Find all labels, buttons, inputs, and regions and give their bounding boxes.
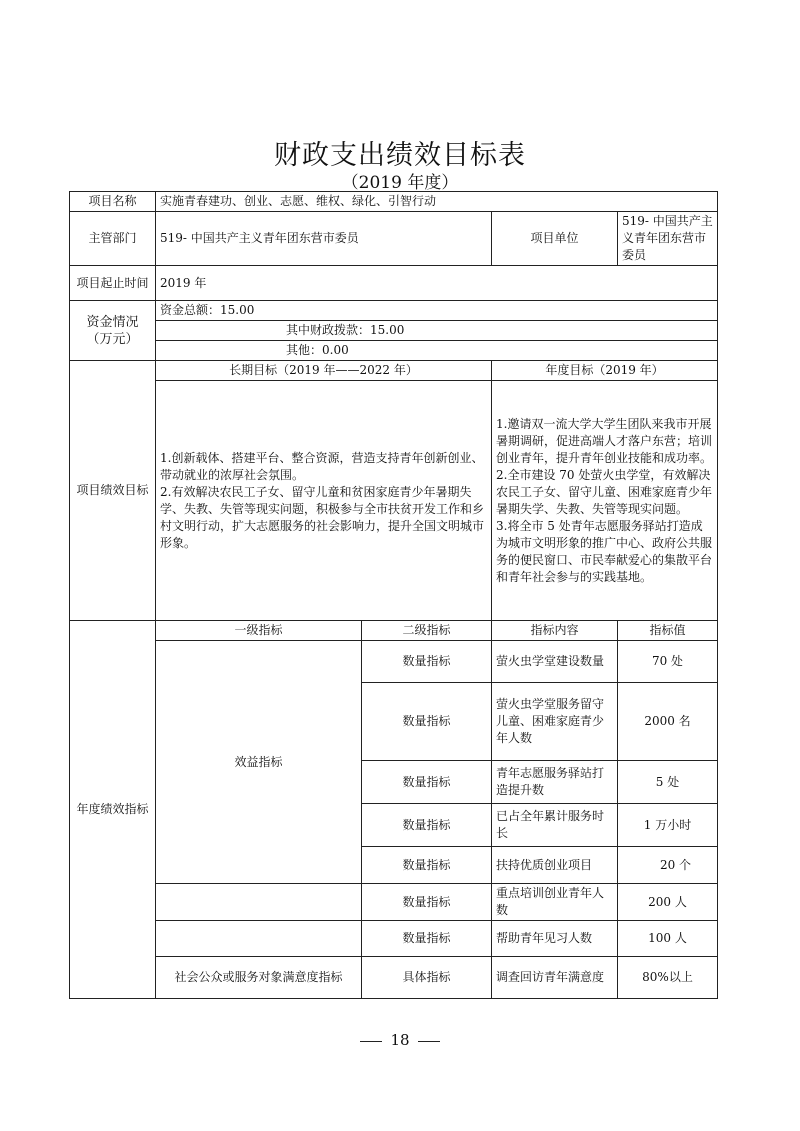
funds-total: 资金总额：15.00 xyxy=(156,301,718,321)
row-value: 70 处 xyxy=(618,641,718,683)
unit-value xyxy=(618,212,718,266)
row-content: 萤火虫学堂服务留守儿童、困难家庭青少年人数 xyxy=(492,683,618,761)
indicators-label: 年度绩效指标 xyxy=(70,621,156,999)
row-content: 调查回访青年满意度 xyxy=(492,957,618,999)
row-value: 80%以上 xyxy=(618,957,718,999)
level1-empty xyxy=(156,921,362,957)
row-level2: 数量指标 xyxy=(362,683,492,761)
row-value: 100 人 xyxy=(618,921,718,957)
level1-empty xyxy=(156,884,362,921)
goals-label: 项目绩效目标 xyxy=(70,361,156,621)
annual-goal-text: 1.邀请双一流大学大学生团队来我市开展暑期调研，促进高端人才落户东营；培训创业青年，提升青年创业技能和成功率。 2.全市建设 70 处萤火虫学堂，有效解决农民工子女、留守儿童、困难家庭青少年暑期失学、失教、失管等现实问题。 3.将全市 5 处青年志愿服务驿站打造成为城市文明形象的推广中心、政府公共服务的便民窗口、市民奉献爱心的集散平台和青年社会参与的实践基地。 xyxy=(492,381,718,621)
row-content: 青年志愿服务驿站打造提升数 xyxy=(492,761,618,804)
row-value: 20 个 xyxy=(618,847,718,884)
period-label: 项目起止时间 xyxy=(70,266,156,301)
row-value: 5 处 xyxy=(618,761,718,804)
row-content: 重点培训创业青年人数 xyxy=(492,884,618,921)
performance-target-table xyxy=(69,191,718,999)
annual-header: 年度目标（2019 年） xyxy=(492,361,718,381)
long-term-header: 长期目标（2019 年——2022 年） xyxy=(156,361,492,381)
period-value: 2019 年 xyxy=(156,266,718,301)
header-level2: 二级指标 xyxy=(362,621,492,641)
row-content: 萤火虫学堂建设数量 xyxy=(492,641,618,683)
row-value: 2000 名 xyxy=(618,683,718,761)
page-subtitle: （2019 年度） xyxy=(341,173,459,193)
unit-label: 项目单位 xyxy=(492,212,618,266)
level1-satisfaction: 社会公众或服务对象满意度指标 xyxy=(156,957,362,999)
row-content: 已占全年累计服务时长 xyxy=(492,804,618,847)
header-level1: 一级指标 xyxy=(156,621,362,641)
header-content: 指标内容 xyxy=(492,621,618,641)
dash-left xyxy=(360,1041,382,1042)
funds-other: 其他：0.00 xyxy=(156,341,718,361)
row-content: 帮助青年见习人数 xyxy=(492,921,618,957)
row-content: 扶持优质创业项目 xyxy=(492,847,618,884)
dash-right xyxy=(418,1041,440,1042)
row-level2: 数量指标 xyxy=(362,921,492,957)
row-level2: 数量指标 xyxy=(362,847,492,884)
row-value: 1 万小时 xyxy=(618,804,718,847)
dept-value: 519- 中国共产主义青年团东营市委员 xyxy=(156,212,492,266)
row-level2: 数量指标 xyxy=(362,804,492,847)
funds-label: 资金情况（万元） xyxy=(70,301,156,361)
project-name-value: 实施青春建功、创业、志愿、维权、绿化、引智行动 xyxy=(156,192,718,212)
row-level2: 数量指标 xyxy=(362,641,492,683)
dept-label: 主管部门 xyxy=(70,212,156,266)
page-number xyxy=(0,1031,800,1049)
header-value: 指标值 xyxy=(618,621,718,641)
row-level2: 具体指标 xyxy=(362,957,492,999)
page-title: 财政支出绩效目标表 xyxy=(274,140,526,171)
long-term-goal-text: 1.创新载体、搭建平台、整合资源，营造支持青年创新创业、带动就业的浓厚社会氛围。 2.有效解决农民工子女、留守儿童和贫困家庭青少年暑期失学、失教、失管等现实问题，积极参与全市扶贫开发工作和乡村文明行动，扩大志愿服务的社会影响力，提升全国文明城市形象。 xyxy=(156,381,492,621)
project-name-label: 项目名称 xyxy=(70,192,156,212)
row-level2: 数量指标 xyxy=(362,761,492,804)
row-level2: 数量指标 xyxy=(362,884,492,921)
page-number-text: 18 xyxy=(390,1031,410,1049)
level1-benefit: 效益指标 xyxy=(156,641,362,884)
funds-fiscal: 其中财政拨款：15.00 xyxy=(156,321,718,341)
row-value: 200 人 xyxy=(618,884,718,921)
unit-value-text: 519- 中国共产主义青年团东营市委员 xyxy=(622,214,713,262)
